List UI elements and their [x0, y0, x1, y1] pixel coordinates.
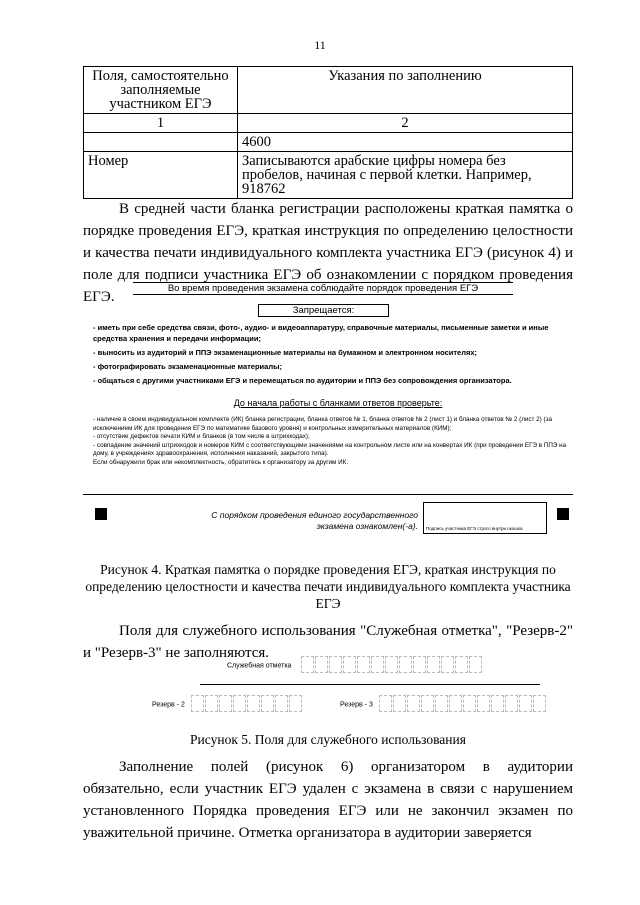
reserve-3-label: Резерв - 3 [340, 701, 373, 709]
marker-square-right [557, 508, 569, 520]
table-row [84, 67, 573, 114]
memo-checks [93, 416, 573, 467]
paragraph-2-text: Поля для служебного использования "Служебная отметка", "Резерв-2" и "Резерв-3" не заполняются. [83, 623, 573, 661]
table-cell: Номер [84, 152, 238, 199]
table-row [84, 152, 573, 199]
memo-check-title: До начала работы с бланками ответов проверьте: [233, 398, 443, 408]
list-item: Если обнаружили брак или некомплектность, обратитесь к организатору за другим ИК. [93, 458, 349, 466]
paragraph-3 [83, 756, 573, 844]
reserve-3-cells [379, 695, 547, 714]
table-header-cell: Указания по заполнению [238, 67, 573, 114]
memo-rules [93, 322, 573, 386]
paragraph-3-text: Заполнение полей (рисунок 6) организатором в аудитории обязательно, если участник ЕГЭ удален с экзамена в связи с нарушением установленного Порядка проведения ЕГЭ или не закончил экзамен по уважительной причине. Отметка организатора в аудитории заверяется [83, 759, 573, 841]
paragraph-1-text: В средней части бланка регистрации расположены краткая памятка о порядке проведения ЕГЭ, краткая инструкция по определению целостности и качества печати индивидуального комплекта участника ЕГЭ (рисунок 4) и поле для подписи участника ЕГЭ об ознакомлении с порядком проведения ЕГЭ. [83, 201, 573, 305]
list-item: - общаться с другими участниками ЕГЭ и перемещаться по аудитории и ППЭ без сопровождения организатора. [93, 376, 512, 385]
marker-square-left [95, 508, 107, 520]
table-row [84, 114, 573, 133]
list-item: - фотографировать экзаменационные материалы; [93, 362, 282, 371]
reserve-2-cells [191, 695, 303, 714]
table-cell: Записываются арабские цифры номера без пробелов, начиная с первой клетки. Например, 918762 [238, 152, 573, 199]
list-item: - совпадение значений штрихкодов и номеров КИМ с соответствующими значениями на контрольном листе или на конвертах ИК (при проведении ЕГЭ в ППЭ на дому, в учреждениях здравоохранения, исполнения наказаний, закрытого типа). [93, 441, 567, 457]
consent-text: С порядком проведения единого государственного экзамена ознакомлен(-а). [211, 510, 418, 531]
reserve-3-field [340, 695, 547, 714]
page-number: 11 [314, 38, 326, 52]
signature-box[interactable] [423, 502, 547, 534]
figure-4-caption: Рисунок 4. Краткая памятка о порядке проведения ЕГЭ, краткая инструкция по определению целостности и качества печати индивидуального комплекта участника ЕГЭ [85, 562, 571, 611]
memo-figure [83, 282, 573, 542]
table-cell: 1 [84, 114, 238, 133]
service-mark-label: Служебная отметка [227, 662, 292, 670]
divider [83, 494, 573, 495]
figure-5-caption: Рисунок 5. Поля для служебного использования [190, 732, 466, 747]
table-header-cell: Поля, самостоятельно заполняемые участником ЕГЭ [84, 67, 238, 114]
reserve-2-field [152, 695, 303, 714]
service-mark-cells [301, 656, 483, 675]
fields-table [83, 66, 573, 199]
list-item: - иметь при себе средства связи, фото-, аудио- и видеоаппаратуру, справочные материалы, письменные заметки и иные средства хранения и передачи информации; [93, 323, 549, 343]
list-item: - выносить из аудиторий и ППЭ экзаменационные материалы на бумажном и электронном носителях; [93, 348, 478, 357]
list-item: - отсутствие дефектов печати КИМ и бланков (в том числе в штрихкодах); [93, 433, 310, 440]
list-item: - наличие в своем индивидуальном комплекте (ИК) бланка регистрации, бланка ответов № 1, бланка ответов № 2 (лист 1) и бланка ответов № 2 (лист 2) (за исключением ИК для проведения ЕГЭ по математике базового уровня) и контрольных измерительных материалов (КИМ); [93, 416, 553, 432]
table-cell: 4600 [238, 133, 573, 152]
table-row [84, 133, 573, 152]
divider [200, 684, 540, 685]
table-cell [84, 133, 238, 152]
signature-label: Подпись участника ЕГЭ строго внутри окошка [426, 526, 523, 531]
service-mark-field [227, 656, 483, 675]
reserve-2-label: Резерв - 2 [152, 701, 185, 709]
memo-title: Во время проведения экзамена соблюдайте порядок проведения ЕГЭ [133, 282, 513, 295]
table-cell: 2 [238, 114, 573, 133]
memo-forbidden: Запрещается: [258, 304, 389, 317]
